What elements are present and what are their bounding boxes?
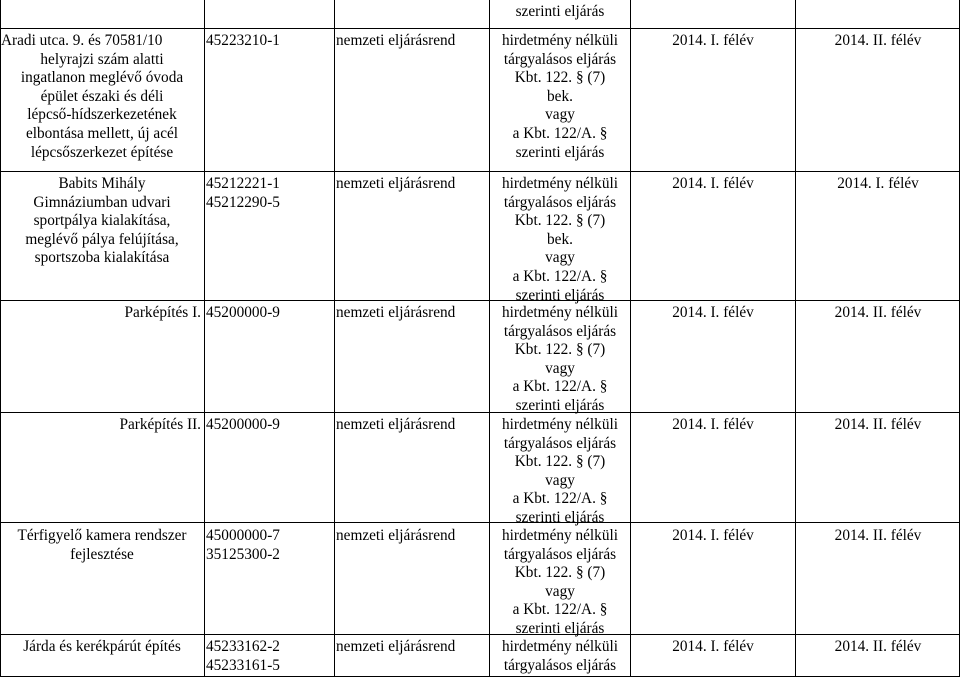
start-period: 2014. I. félév <box>672 527 754 544</box>
end-period: 2014. II. félév <box>834 32 922 49</box>
end-period: 2014. II. félév <box>834 416 922 433</box>
table-row-divider <box>0 412 960 413</box>
procedure-type: hirdetmény nélküli tárgyalásos eljárás Kbt. 122. § (7) bek. vagy a Kbt. 122/A. § szerinti eljárás <box>502 32 618 161</box>
end-period: 2014. II. félév <box>834 304 922 321</box>
project-name: Aradi utca. 9. és 70581/10 helyrajzi szám alatti ingatlanon meglévő óvoda épület északi és déli lépcső-hídszerkezetének elbontása mellett, új acél lépcsőszerkezet építése <box>1 32 184 161</box>
table-row-divider <box>0 634 960 635</box>
project-name: Parképítés I. <box>124 304 201 321</box>
cpv-code: 45212221-1 45212290-5 <box>206 175 280 211</box>
cpv-code: 45200000-9 <box>206 416 280 433</box>
project-name: Járda és kerékpárút építés <box>23 638 181 655</box>
procedure-type: hirdetmény nélküli tárgyalásos eljárás Kbt. 122. § (7) vagy a Kbt. 122/A. § szerinti eljárás <box>502 416 618 526</box>
project-name: Babits Mihály Gimnáziumban udvari sportpálya kialakítása, meglévő pálya felújítása, sportszoba kialakítása <box>25 175 179 267</box>
table-col-divider <box>334 0 335 677</box>
cpv-code: 45223210-1 <box>206 32 280 49</box>
table-col-divider <box>204 0 205 677</box>
procedure-regime: nemzeti eljárásrend <box>336 175 456 192</box>
project-name: Térfigyelő kamera rendszer fejlesztése <box>17 527 187 563</box>
procedure-type: hirdetmény nélküli tárgyalásos eljárás Kbt. 122. § (7) vagy a Kbt. 122/A. § szerinti eljárás <box>502 527 618 637</box>
table-col-divider <box>630 0 631 677</box>
start-period: 2014. I. félév <box>672 304 754 321</box>
table-row-divider <box>0 300 960 301</box>
procedure-type: hirdetmény nélküli tárgyalásos eljárás Kbt. 122. § (7) vagy a Kbt. 122/A. § szerinti eljárás <box>502 304 618 414</box>
table-row-divider <box>0 171 960 172</box>
procedure-regime: nemzeti eljárásrend <box>336 416 456 433</box>
start-period: 2014. I. félév <box>672 175 754 192</box>
table-col-divider <box>489 0 490 677</box>
start-period: 2014. I. félév <box>672 32 754 49</box>
start-period: 2014. I. félév <box>672 416 754 433</box>
table-border-top-fragment <box>0 28 960 29</box>
end-period: 2014. II. félév <box>834 527 922 544</box>
end-period: 2014. II. félév <box>834 638 922 655</box>
continued-procedure-fragment: szerinti eljárás <box>515 3 605 20</box>
project-name: Parképítés II. <box>119 416 201 433</box>
procedure-regime: nemzeti eljárásrend <box>336 638 456 655</box>
cpv-code: 45233162-2 45233161-5 <box>206 638 280 674</box>
procedure-regime: nemzeti eljárásrend <box>336 32 456 49</box>
cpv-code: 45200000-9 <box>206 304 280 321</box>
procedure-type: hirdetmény nélküli tárgyalásos eljárás Kbt. 122. § (7) bek. vagy a Kbt. 122/A. § szerinti eljárás <box>502 175 618 304</box>
procedure-regime: nemzeti eljárásrend <box>336 304 456 321</box>
end-period: 2014. I. félév <box>837 175 919 192</box>
cpv-code: 45000000-7 35125300-2 <box>206 527 280 563</box>
start-period: 2014. I. félév <box>672 638 754 655</box>
procedure-regime: nemzeti eljárásrend <box>336 527 456 544</box>
table-col-divider <box>795 0 796 677</box>
table-row-divider <box>0 522 960 523</box>
procedure-type: hirdetmény nélküli tárgyalásos eljárás <box>502 638 618 674</box>
